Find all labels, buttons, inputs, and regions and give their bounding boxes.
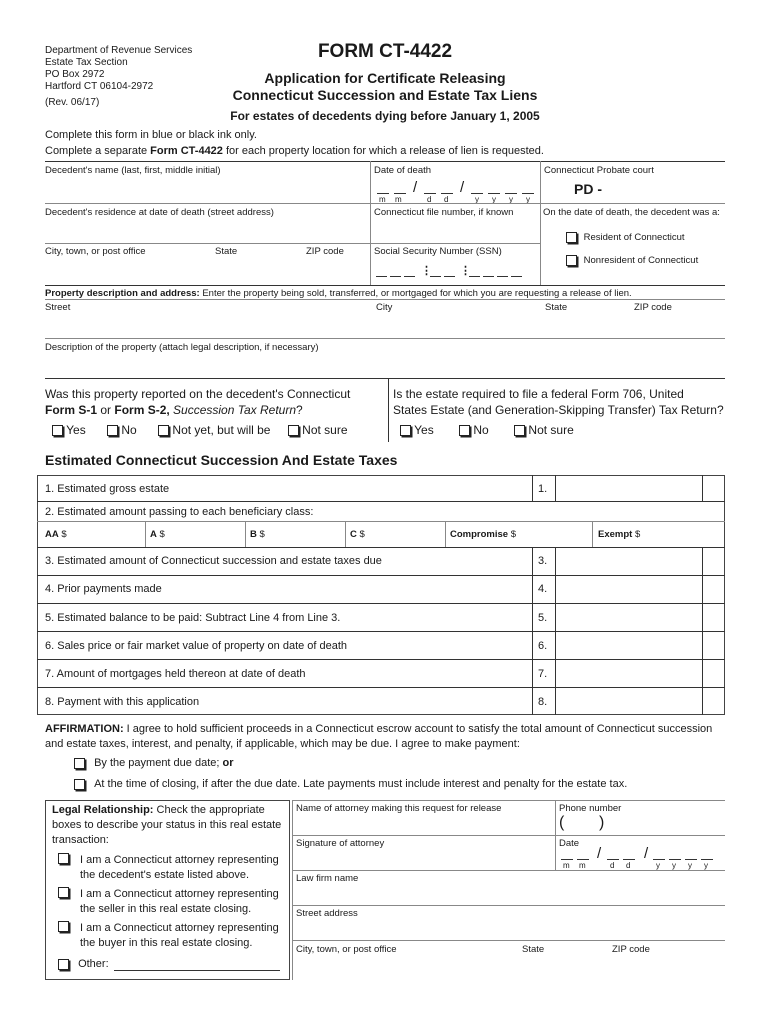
class-exempt[interactable] [598,529,640,540]
legal-line: transaction: [52,834,109,846]
date-format-letter: m [395,195,402,204]
date-of-death-field[interactable]: / / m m d d y y y y [374,178,538,204]
q2-yes-label: Yes [414,423,434,437]
attorney-name-label: Name of attorney making this request for release [296,803,502,814]
checkbox-icon[interactable] [566,232,577,243]
class-b[interactable] [250,529,265,540]
decedent-name-field[interactable] [45,178,367,200]
q1-notyet-label: Not yet, but will be [172,423,271,437]
property-description-instruction [45,288,632,299]
property-state-label: State [545,302,568,313]
attorney-street-field[interactable] [296,921,722,939]
line2-label: 2. Estimated amount passing to each beneficiary class: [45,506,314,518]
line6-label: 6. Sales price or fair market value of property on date of death [45,640,348,652]
affirmation-text: I agree to hold sufficient proceeds in a Connecticut escrow account to satisfy the total amount of Connecticut succession [123,723,713,735]
checkbox-icon[interactable] [58,921,69,932]
q2-no-label: No [473,423,489,437]
q1-form-s1: Form S-1 [45,403,98,417]
form-subtitle-3: For estates of decedents dying before January 1, 2005 [230,109,540,123]
q2-notsure-option[interactable] [514,423,574,437]
line1-number: 1. [538,483,548,495]
line3-label: 3. Estimated amount of Connecticut succession and estate taxes due [45,555,382,567]
date-format-letter: d [444,195,449,204]
resident-label: Resident of Connecticut [583,232,685,244]
q1-text [45,386,350,418]
date-format-letter: d [610,861,615,870]
form-title-block [230,40,540,124]
line7-number: 7. [538,668,548,680]
checkbox-icon[interactable] [566,255,577,266]
resident-option[interactable] [566,232,685,243]
line8-number: 8. [538,696,548,708]
instruction-text: for each property location for which a release of lien is requested. [222,145,544,157]
attorney-name-field[interactable] [296,816,552,834]
instruction-separate [45,144,544,158]
phone-close-paren: ) [599,814,605,831]
q1-no-option[interactable] [107,423,137,437]
checkbox-icon[interactable] [58,887,69,898]
affirmation-bold: AFFIRMATION: [45,723,124,735]
revision: (Rev. 06/17) [45,97,100,108]
class-exempt-label: Exempt [598,529,633,540]
dollar-sign: $ [510,529,517,540]
legal-relationship-text [52,803,288,848]
date-format-letter: y [509,195,513,204]
checkbox-icon[interactable] [514,425,525,436]
firm-label: Law firm name [296,873,359,884]
date-label: Date [559,838,580,849]
q2-line: States Estate (and Generation-Skipping Transfer) Tax Return? [393,403,724,417]
property-city-label: City [376,302,393,313]
q1-end: ? [296,403,303,417]
q1-notsure-option[interactable] [288,423,348,437]
affirmation [45,722,730,752]
balance-field[interactable] [557,605,701,629]
taxes-due-field[interactable] [557,549,701,573]
class-a-label: A [150,529,157,540]
sales-price-field[interactable] [557,633,701,657]
estimates-heading: Estimated Connecticut Succession And Estate Taxes [45,452,398,468]
date-format-letter: m [579,861,586,870]
prior-payments-field[interactable] [557,577,701,601]
legal-line: boxes to describe your status in this real estate [52,819,282,831]
checkbox-icon[interactable] [58,853,69,864]
dept-line: Estate Tax Section [45,57,128,68]
date-format-letter: y [526,195,530,204]
date-format-letter: m [379,195,386,204]
dept-line: PO Box 2972 [45,69,105,80]
dollar-sign: $ [359,529,365,540]
property-desc-bold: Property description and address: [45,288,200,299]
date-of-death-label: Date of death [374,165,432,176]
residence-label: Decedent's residence at date of death (street address) [45,207,274,218]
legal-opt2-line: the seller in this real estate closing. [80,903,252,915]
legal-opt3-line: the buyer in this real estate closing. [80,937,253,949]
q1-notsure-label: Not sure [302,423,348,437]
line7-label: 7. Amount of mortgages held thereon at date of death [45,668,306,680]
class-aa-label: AA [45,529,59,540]
checkbox-icon[interactable] [107,425,118,436]
q1-form-s2: Form S-2, [114,403,170,417]
phone-open-paren: ( [559,814,565,831]
state-label: State [215,246,238,257]
mortgages-field[interactable] [557,661,701,685]
legal-other-field[interactable] [114,959,280,971]
checkbox-icon[interactable] [58,959,69,970]
property-description-label: Description of the property (attach legal description, if necessary) [45,342,319,353]
signature-label: Signature of attorney [296,838,385,849]
q1-yes-option[interactable] [52,423,86,437]
q2-notsure-label: Not sure [528,423,574,437]
legal-option-seller[interactable] [58,887,279,917]
dollar-sign: $ [259,529,265,540]
property-desc-text: Enter the property being sold, transferred, or mortgaged for which you are requesting a release of lien. [199,288,632,299]
line4-number: 4. [538,583,548,595]
date-format-letter: y [656,861,660,870]
file-number-field[interactable] [374,220,538,240]
attorney-zip-label: ZIP code [612,944,650,955]
probate-court-field[interactable] [610,180,720,200]
dollar-sign: $ [61,529,67,540]
class-b-label: B [250,529,257,540]
affirmation-line-1 [45,722,730,737]
checkbox-icon[interactable] [74,779,85,790]
class-a[interactable] [150,529,165,540]
nonresident-label: Nonresident of Connecticut [583,255,699,267]
legal-opt1-line: I am a Connecticut attorney representing [80,854,279,866]
line8-label: 8. Payment with this application [45,696,200,708]
q1-italic: Succession Tax Return [169,403,296,417]
line6-number: 6. [538,640,548,652]
date-format-letter: y [475,195,479,204]
q1-no-label: No [121,423,137,437]
q2-no-option[interactable] [459,423,489,437]
legal-bold: Legal Relationship: [52,804,154,816]
q1-or: or [97,403,115,417]
form-subtitle-2: Connecticut Succession and Estate Tax Liens [232,87,538,103]
affirmation-opt1-or: or [222,757,234,769]
nonresident-option[interactable] [566,255,698,266]
class-compromise-label: Compromise [450,529,509,540]
zip-label: ZIP code [306,246,344,257]
checkbox-icon[interactable] [52,425,63,436]
date-format-letter: y [688,861,692,870]
signature-field[interactable] [296,851,552,869]
line5-label: 5. Estimated balance to be paid: Subtract Line 4 from Line 3. [45,612,341,624]
legal-option-buyer[interactable] [58,921,279,951]
class-compromise[interactable] [450,529,516,540]
q1-yes-label: Yes [66,423,86,437]
firm-field[interactable] [296,886,722,904]
date-format-letter: m [563,861,570,870]
legal-text: Check the appropriate [153,804,265,816]
q2-yes-option[interactable] [400,423,434,437]
line5-number: 5. [538,612,548,624]
file-number-label: Connecticut file number, if known [374,207,514,218]
form-title: FORM CT-4422 [317,41,453,62]
affirmation-option-closing[interactable] [74,777,627,791]
q2-text [393,386,724,418]
checkbox-icon[interactable] [459,425,470,436]
probate-court-label: Connecticut Probate court [544,165,654,176]
attorney-street-label: Street address [296,908,358,919]
date-format-letter: y [704,861,708,870]
property-description-field[interactable] [45,355,725,375]
residence-field[interactable] [45,220,367,240]
checkbox-icon[interactable] [158,425,169,436]
checkbox-icon[interactable] [74,758,85,769]
legal-opt2-line: I am a Connecticut attorney representing [80,888,279,900]
date-format-letter: y [492,195,496,204]
affirmation-line: and estate taxes, interest, and penalty, if applicable, which may be due. I agree to make payment: [45,738,520,750]
legal-opt1-line: the decedent's estate listed above. [80,869,250,881]
ssn-label: Social Security Number (SSN) [374,246,502,257]
signature-date-field[interactable]: / / m m d d y y y y [559,848,723,870]
decedent-city-state-zip-field[interactable] [45,259,367,281]
form-subtitle-1: Application for Certificate Releasing [264,70,506,86]
decedent-name-label: Decedent's name (last, first, middle initial) [45,165,221,176]
q1-line: Was this property reported on the decedent's Connecticut [45,387,351,401]
dept-line: Hartford CT 06104-2972 [45,81,154,92]
line1-label: 1. Estimated gross estate [45,483,170,495]
phone-label: Phone number [559,803,622,814]
property-street-label: Street [45,302,71,313]
class-aa[interactable] [45,529,67,540]
date-format-letter: d [626,861,631,870]
checkbox-icon[interactable] [400,425,411,436]
affirmation-option-due-date[interactable] [74,756,233,770]
legal-option-estate[interactable] [58,853,279,883]
legal-line-1 [52,803,288,818]
dept-address [45,45,192,109]
dept-line: Department of Revenue Services [45,45,193,56]
attorney-state-label: State [522,944,545,955]
attorney-city-label: City, town, or post office [296,944,397,955]
line4-label: 4. Prior payments made [45,583,162,595]
class-c[interactable] [350,529,365,540]
q1-notyet-option[interactable] [158,423,270,437]
q1-line-2 [45,402,350,418]
gross-estate-field[interactable] [557,477,701,499]
dollar-sign: $ [634,529,641,540]
instruction-form: Form CT-4422 [150,145,223,157]
legal-opt3-line: I am a Connecticut attorney representing [80,922,279,934]
affirmation-opt1-label: By the payment due date; [94,757,223,769]
q2-options [400,422,574,438]
ssn-field[interactable]: ⋮ ⋮ [374,262,538,282]
date-format-letter: d [427,195,432,204]
legal-other-label: Other: [78,958,109,970]
probate-court-prefix: PD - [574,181,602,197]
instruction-text: Complete a separate [45,145,151,157]
q1-options [52,422,348,438]
affirmation-opt2-label: At the time of closing, if after the due date. Late payments must include interest and penalty for the estate tax. [94,778,628,790]
line3-number: 3. [538,555,548,567]
property-address-field[interactable] [45,315,725,337]
property-zip-label: ZIP code [634,302,672,313]
phone-field[interactable] [559,815,719,834]
city-label: City, town, or post office [45,246,146,257]
date-format-letter: y [672,861,676,870]
residency-status-label: On the date of death, the decedent was a: [543,207,720,218]
class-c-label: C [350,529,357,540]
q2-line: Is the estate required to file a federal Form 706, United [393,387,684,401]
dollar-sign: $ [159,529,165,540]
checkbox-icon[interactable] [288,425,299,436]
attorney-city-state-zip-field[interactable] [296,957,722,977]
payment-field[interactable] [557,689,701,713]
legal-option-other[interactable] [58,957,280,971]
instruction-ink: Complete this form in blue or black ink only. [45,129,257,141]
